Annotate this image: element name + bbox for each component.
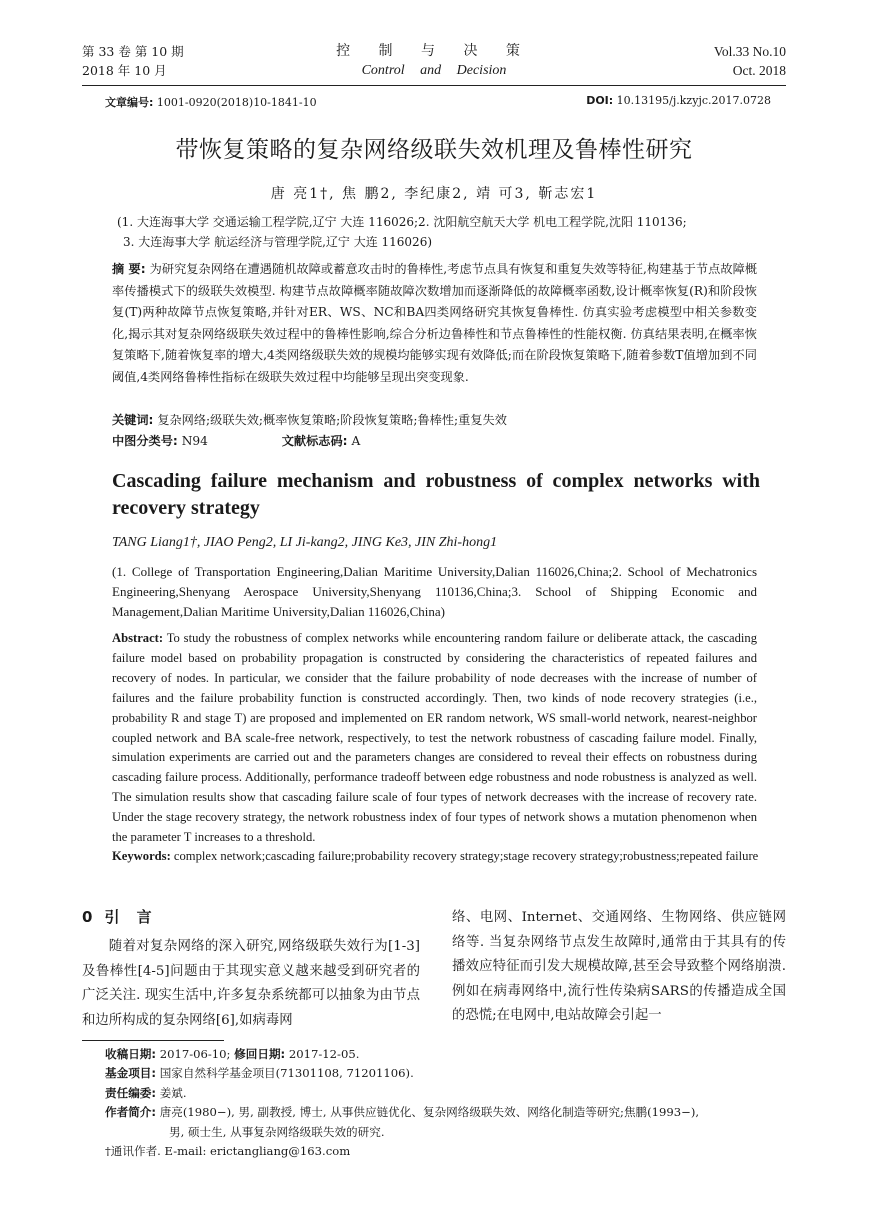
editor-value: 姜斌.: [159, 1085, 187, 1100]
section-heading: [82, 906, 420, 930]
affiliations-cn: [117, 212, 787, 252]
bio-line-1: 唐亮(1980−), 男, 副教授, 博士, 从事供应链优化、复杂网络级联失效、网络化制造等研究;焦鹏(1993−),: [159, 1105, 700, 1120]
section-title: 引 言: [104, 908, 158, 926]
date-line: 2018 年 10 月: [82, 63, 167, 78]
doi: [586, 94, 771, 107]
doi-value: 10.13195/j.kzyjc.2017.0728: [616, 94, 771, 107]
footnote-rule: [82, 1040, 224, 1041]
bio-line-2: 男, 硕士生, 从事复杂网络级联失效的研究.: [169, 1124, 385, 1139]
footnotes: [105, 1045, 787, 1161]
abstract-cn-text: 为研究复杂网络在遭遇随机故障或蓄意攻击时的鲁棒性,考虑节点具有恢复和重复失效等特征,构建基于节点故障概率传播模式下的级联失效模型. 构建节点故障概率随故障次数增加而逐渐降低的故障概率函数,设计概率恢复(R)和阶段恢复(T)两种故障节点恢复策略,并针对ER、WS、NC和BA四类网络研究其恢复鲁棒性. 仿真实验考虑模型中相关参数变化,揭示其对复杂网络级联失效过程中的鲁棒性影响,综合分析边鲁棒性和节点鲁棒性的性能权衡. 仿真结果表明,在概率恢复策略下,随着恢复率的增大,4类网络级联失效的规模均能够实现有效降低;而在阶段恢复策略下,随着参数T值增加到不同阈值,4类网络鲁棒性指标在级联失效过程中均能够呈现出突变现象.: [112, 262, 758, 384]
intro-paragraph-part2: 络、电网、Internet、交通网络、生物网络、供应链网络等. 当复杂网络节点发生故障时,通常由于其具有的传播效应特征而引发大规模故障,甚至会导致整个网络崩溃. 例如在病毒网络中,流行性传染病SARS的传播造成全国的恐慌;在电网中,电站故障会引起一: [452, 910, 786, 1023]
footnote-fund: [105, 1064, 787, 1083]
article-number-value: 1001-0920(2018)10-1841-10: [156, 96, 317, 109]
fund-value: 国家自然科学基金项目(71301108, 71201106).: [159, 1066, 414, 1081]
clc-label: 中图分类号:: [112, 434, 178, 448]
editor-label: 责任编委:: [105, 1085, 157, 1100]
article-number: [105, 94, 317, 110]
intro-paragraph-part1: 随着对复杂网络的深入研究,网络级联失效行为[1-3]及鲁棒性[4-5]问题由于其现实意义越来越受到研究者的广泛关注. 现实生活中,许多复杂系统都可以抽象为由节点和边所构成的复杂网络[6],如病毒网: [82, 939, 420, 1028]
footnote-editor: [105, 1084, 787, 1103]
journal-name: [82, 42, 786, 80]
paper-title-en: Cascading failure mechanism and robustness of complex networks with recovery strategy: [112, 470, 760, 519]
journal-name-en: Control and Decision: [361, 63, 507, 78]
keywords-en-text: complex network;cascading failure;probability recovery strategy;stage recovery strategy;robustness;repeated failure: [173, 849, 759, 863]
fund-label: 基金项目:: [105, 1066, 157, 1081]
body-column-left: [82, 906, 420, 1033]
volume-issue-en: [714, 42, 786, 80]
clc-value: N94: [181, 434, 208, 448]
header-rule: [82, 85, 786, 86]
footnote-dates: [105, 1045, 787, 1064]
revised-value: 2017-12-05.: [288, 1047, 360, 1061]
keywords-cn-label: 关键词:: [112, 413, 154, 427]
corresponding-author: †通讯作者. E-mail: erictangliang@163.com: [105, 1144, 351, 1159]
received-value: 2017-06-10;: [159, 1047, 231, 1061]
article-number-label: 文章编号:: [105, 96, 154, 109]
affiliation-line-1: (1. 大连海事大学 交通运输工程学院,辽宁 大连 116026;2. 沈阳航空航天大学 机电工程学院,沈阳 110136;: [117, 215, 687, 229]
keywords-en-label: Keywords:: [112, 849, 171, 863]
body-column-right: [452, 906, 786, 1029]
affiliations-en: (1. College of Transportation Engineering,Dalian Maritime University,Dalian 116026,China;2. School of Mechatronics Engineering,Shenyang Aerospace University,Shenyang 110136,China;3. School of Shipping Economic and Management,Dalian Maritime University,Dalian 116026,China): [112, 564, 757, 619]
doi-label: DOI:: [586, 94, 614, 107]
footnote-bio: [105, 1103, 787, 1122]
doc-code-label: 文献标志码:: [281, 434, 348, 448]
affiliation-line-2: 3. 大连海事大学 航运经济与管理学院,辽宁 大连 116026): [123, 235, 433, 249]
keywords-cn: [112, 410, 762, 430]
abstract-cn-label: 摘 要:: [112, 262, 146, 276]
abstract-en: [112, 629, 757, 848]
section-number: 0: [82, 908, 93, 926]
date-line-en: Oct. 2018: [732, 63, 786, 78]
author-list-cn: 唐 亮1†, 焦 鹏2, 李纪康2, 靖 可3, 靳志宏1: [270, 186, 598, 202]
revised-label: 修回日期:: [234, 1047, 286, 1061]
doc-code-value: A: [351, 434, 361, 448]
received-label: 收稿日期:: [105, 1047, 157, 1061]
paper-title-cn: 带恢复策略的复杂网络级联失效机理及鲁棒性研究: [175, 137, 693, 163]
keywords-cn-text: 复杂网络;级联失效;概率恢复策略;阶段恢复策略;鲁棒性;重复失效: [157, 413, 507, 427]
classification-cn: [112, 431, 762, 451]
bio-label: 作者简介:: [105, 1105, 157, 1120]
journal-name-cn: 控 制 与 决 策: [336, 43, 532, 59]
volume-line-en: Vol.33 No.10: [713, 44, 786, 59]
author-list-en: TANG Liang1†, JIAO Peng2, LI Ji-kang2, JING Ke3, JIN Zhi-hong1: [112, 535, 498, 550]
running-header: [82, 42, 786, 82]
abstract-en-text: To study the robustness of complex networks while encountering random failure or deliberate attack, the cascading failure model based on probability propagation is constructed by considering the characteristics of repeated failures and recovery of nodes. In particular, we consider that the failure probability of node decreases with the increase of number of failures and the failure probability function is constructed accordingly. Then, two kinds of node recovery strategies (i.e., probability R and stage T) are proposed and implemented on ER random network, WS small-world network, nearest-neighbor coupled network and BA scale-free network, respectively, to test the network robustness of cascading failure model. Finally, simulation experiments are carried out and the parameters changes are considered to reveal their effects on robustness during cascading failure process. Additionally, performance tradeoff between edge robustness and node robustness is analyzed as well. The simulation results show that cascading failure scale of four types of network decreases with the increase of recovery rate. Under the stage recovery strategy, the network robustness index of four types of network shows a mutation phenomenon when the parameter T increases to a threshold.: [112, 631, 757, 845]
abstract-cn: [112, 259, 757, 388]
abstract-en-label: Abstract:: [112, 631, 164, 645]
volume-line: 第 33 卷 第 10 期: [82, 44, 184, 59]
keywords-en: [112, 847, 760, 867]
